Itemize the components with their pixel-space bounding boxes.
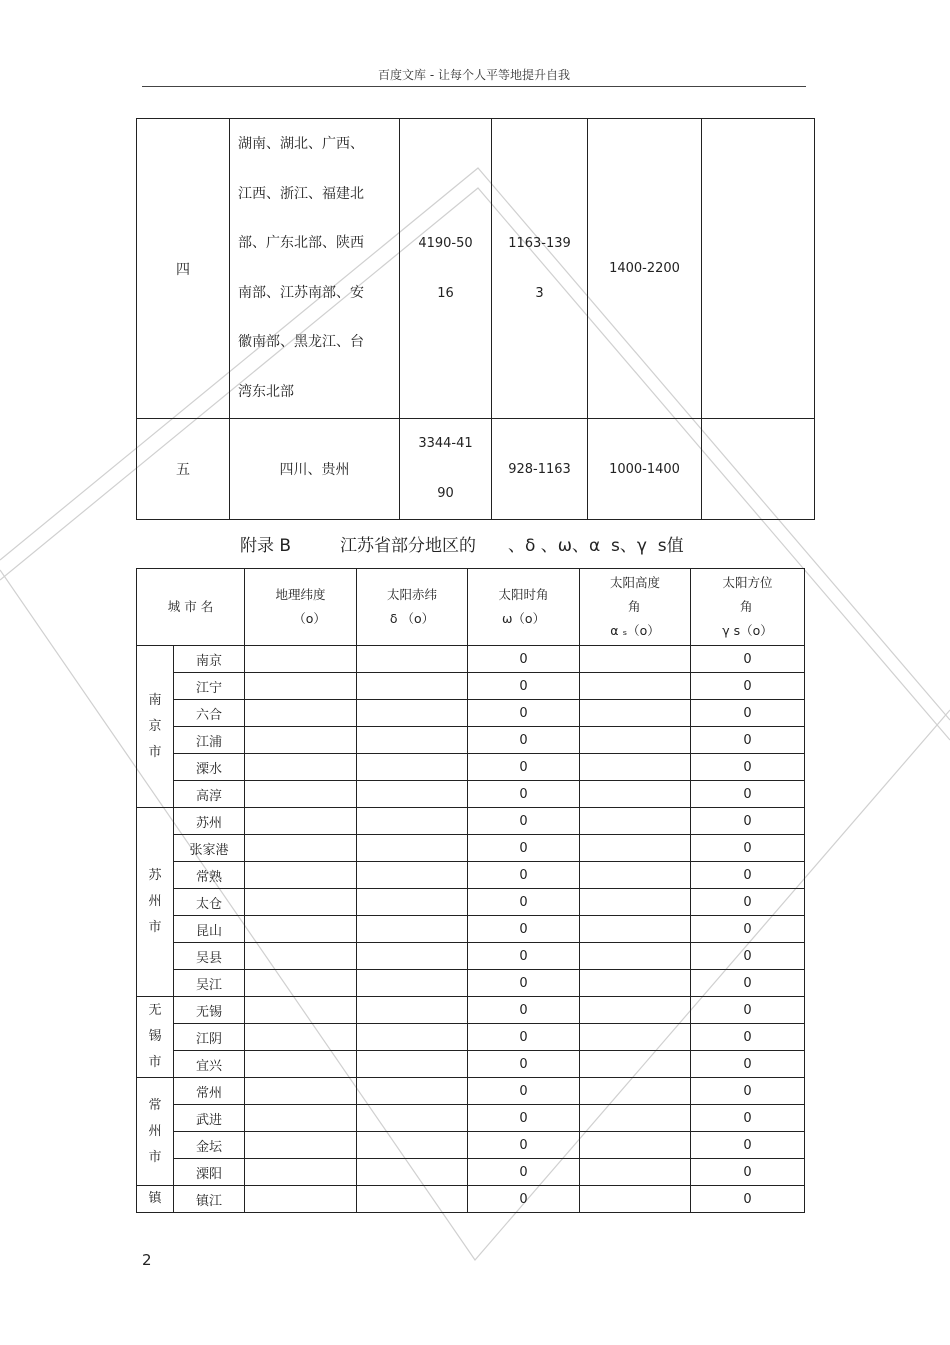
azimuth-cell: 0 (691, 970, 805, 997)
city-char: 州 (148, 1123, 162, 1139)
district-name: 高淳 (174, 781, 245, 808)
latitude-cell (245, 673, 357, 700)
declination-cell (357, 673, 468, 700)
value-cell: 3344-41 90 (400, 419, 492, 520)
latitude-cell (245, 808, 357, 835)
header-altitude: 太阳高度 角 α ₛ（o） (580, 569, 691, 646)
city-char: 南 (148, 692, 162, 708)
district-name: 江阴 (174, 1024, 245, 1051)
altitude-cell (580, 727, 691, 754)
district-name: 六合 (174, 700, 245, 727)
azimuth-cell: 0 (691, 673, 805, 700)
hour-angle-cell: 0 (468, 754, 580, 781)
header-rule (142, 86, 806, 87)
azimuth-cell: 0 (691, 1105, 805, 1132)
altitude-cell (580, 835, 691, 862)
table-row (137, 970, 805, 997)
table-row (137, 646, 805, 673)
declination-cell (357, 916, 468, 943)
declination-cell (357, 1051, 468, 1078)
azimuth-cell: 0 (691, 889, 805, 916)
table-row (137, 997, 805, 1024)
hour-angle-cell: 0 (468, 835, 580, 862)
declination-cell (357, 1078, 468, 1105)
city-char: 市 (148, 744, 162, 760)
appendix-symbols: 、δ 、ω、α s、γ s值 (508, 536, 684, 556)
district-name: 无锡 (174, 997, 245, 1024)
header-city: 城 市 名 (137, 569, 245, 646)
regions-cell: 湖南、湖北、广西、 江西、浙江、福建北 部、广东北部、陕西 南部、江苏南部、安 徽南部、黑龙江、台 湾东北部 (230, 119, 400, 419)
latitude-cell (245, 754, 357, 781)
district-name: 苏州 (174, 808, 245, 835)
altitude-cell (580, 673, 691, 700)
declination-cell (357, 754, 468, 781)
district-name: 金坛 (174, 1132, 245, 1159)
declination-cell (357, 970, 468, 997)
district-name: 吴江 (174, 970, 245, 997)
empty-cell (702, 119, 815, 419)
declination-cell (357, 1024, 468, 1051)
hour-angle-cell: 0 (468, 970, 580, 997)
altitude-cell (580, 943, 691, 970)
district-name: 溧阳 (174, 1159, 245, 1186)
table-row (137, 1159, 805, 1186)
altitude-cell (580, 646, 691, 673)
azimuth-cell: 0 (691, 1024, 805, 1051)
value-cell: 1163-139 3 (492, 119, 588, 419)
city-group-cell (137, 1078, 174, 1186)
table-row (137, 1051, 805, 1078)
altitude-cell (580, 1159, 691, 1186)
city-char: 锡 (148, 1029, 162, 1044)
altitude-cell (580, 1078, 691, 1105)
altitude-cell (580, 1024, 691, 1051)
header-hour-angle: 太阳时角 ω（o） (468, 569, 580, 646)
latitude-cell (245, 1078, 357, 1105)
table-row (137, 808, 805, 835)
district-name: 武进 (174, 1105, 245, 1132)
district-name: 江宁 (174, 673, 245, 700)
latitude-cell (245, 943, 357, 970)
latitude-cell (245, 1105, 357, 1132)
latitude-cell (245, 835, 357, 862)
declination-cell (357, 700, 468, 727)
table-row (137, 781, 805, 808)
declination-cell (357, 889, 468, 916)
header-azimuth: 太阳方位 角 γ s（o） (691, 569, 805, 646)
table-row (137, 1105, 805, 1132)
value-cell: 4190-50 16 (400, 119, 492, 419)
city-char: 州 (148, 894, 162, 909)
hour-angle-cell: 0 (468, 781, 580, 808)
city-char: 镇 (148, 1191, 162, 1206)
azimuth-cell: 0 (691, 1051, 805, 1078)
city-char: 京 (148, 718, 162, 734)
hour-angle-cell: 0 (468, 1186, 580, 1213)
city-char: 常 (148, 1097, 162, 1113)
table-row (137, 1024, 805, 1051)
altitude-cell (580, 889, 691, 916)
latitude-cell (245, 916, 357, 943)
table-row (137, 1186, 805, 1213)
altitude-cell (580, 754, 691, 781)
latitude-cell (245, 1132, 357, 1159)
altitude-cell (580, 1132, 691, 1159)
latitude-cell (245, 1024, 357, 1051)
azimuth-cell: 0 (691, 700, 805, 727)
latitude-cell (245, 997, 357, 1024)
latitude-cell (245, 700, 357, 727)
city-group-cell (137, 1186, 174, 1213)
empty-cell (702, 419, 815, 520)
altitude-cell (580, 916, 691, 943)
page-header: 百度文库 - 让每个人平等地提升自我 (378, 68, 570, 82)
hour-angle-cell: 0 (468, 700, 580, 727)
altitude-cell (580, 1105, 691, 1132)
declination-cell (357, 808, 468, 835)
latitude-cell (245, 727, 357, 754)
altitude-cell (580, 862, 691, 889)
table-header-row (137, 569, 805, 646)
city-group-cell (137, 808, 174, 997)
latitude-cell (245, 646, 357, 673)
azimuth-cell: 0 (691, 943, 805, 970)
table-row (137, 754, 805, 781)
latitude-cell (245, 862, 357, 889)
appendix-label: 附录 B (240, 536, 292, 556)
appendix-subject: 江苏省部分地区的 (340, 536, 476, 556)
district-name: 太仓 (174, 889, 245, 916)
value-cell: 928-1163 (492, 419, 588, 520)
azimuth-cell: 0 (691, 997, 805, 1024)
table-row (137, 119, 815, 419)
table-row (137, 862, 805, 889)
regions-cell: 四川、贵州 (230, 419, 400, 520)
value-cell: 1400-2200 (588, 119, 702, 419)
azimuth-cell: 0 (691, 727, 805, 754)
city-group-cell (137, 646, 174, 808)
declination-cell (357, 646, 468, 673)
zone-cell: 五 (137, 419, 230, 520)
hour-angle-cell: 0 (468, 997, 580, 1024)
table-row (137, 916, 805, 943)
jiangsu-solar-angle-table (136, 568, 805, 1213)
declination-cell (357, 1186, 468, 1213)
city-char: 无 (148, 1003, 162, 1018)
district-name: 溧水 (174, 754, 245, 781)
altitude-cell (580, 997, 691, 1024)
table-row (137, 673, 805, 700)
table-row (137, 419, 815, 520)
hour-angle-cell: 0 (468, 673, 580, 700)
district-name: 昆山 (174, 916, 245, 943)
district-name: 吴县 (174, 943, 245, 970)
declination-cell (357, 1159, 468, 1186)
azimuth-cell: 0 (691, 835, 805, 862)
hour-angle-cell: 0 (468, 1078, 580, 1105)
azimuth-cell: 0 (691, 646, 805, 673)
latitude-cell (245, 1186, 357, 1213)
district-name: 镇江 (174, 1186, 245, 1213)
hour-angle-cell: 0 (468, 808, 580, 835)
hour-angle-cell: 0 (468, 1024, 580, 1051)
hour-angle-cell: 0 (468, 916, 580, 943)
declination-cell (357, 1132, 468, 1159)
zone-cell: 四 (137, 119, 230, 419)
azimuth-cell: 0 (691, 862, 805, 889)
azimuth-cell: 0 (691, 781, 805, 808)
altitude-cell (580, 700, 691, 727)
hour-angle-cell: 0 (468, 727, 580, 754)
declination-cell (357, 835, 468, 862)
district-name: 宜兴 (174, 1051, 245, 1078)
declination-cell (357, 727, 468, 754)
latitude-cell (245, 781, 357, 808)
city-char: 市 (148, 1055, 162, 1070)
table-row (137, 700, 805, 727)
hour-angle-cell: 0 (468, 1159, 580, 1186)
latitude-cell (245, 889, 357, 916)
city-char: 市 (148, 1149, 162, 1165)
hour-angle-cell: 0 (468, 889, 580, 916)
table-row (137, 835, 805, 862)
declination-cell (357, 943, 468, 970)
azimuth-cell: 0 (691, 1186, 805, 1213)
hour-angle-cell: 0 (468, 943, 580, 970)
table-row (137, 943, 805, 970)
hour-angle-cell: 0 (468, 1132, 580, 1159)
table-row (137, 1078, 805, 1105)
azimuth-cell: 0 (691, 1078, 805, 1105)
altitude-cell (580, 1186, 691, 1213)
altitude-cell (580, 781, 691, 808)
hour-angle-cell: 0 (468, 862, 580, 889)
solar-zone-table (136, 118, 815, 520)
altitude-cell (580, 1051, 691, 1078)
declination-cell (357, 781, 468, 808)
district-name: 张家港 (174, 835, 245, 862)
table-row (137, 889, 805, 916)
table-row (137, 727, 805, 754)
table-row (137, 1132, 805, 1159)
district-name: 南京 (174, 646, 245, 673)
city-char: 苏 (148, 868, 162, 883)
declination-cell (357, 997, 468, 1024)
azimuth-cell: 0 (691, 754, 805, 781)
azimuth-cell: 0 (691, 916, 805, 943)
hour-angle-cell: 0 (468, 1051, 580, 1078)
altitude-cell (580, 808, 691, 835)
declination-cell (357, 862, 468, 889)
hour-angle-cell: 0 (468, 646, 580, 673)
azimuth-cell: 0 (691, 1159, 805, 1186)
city-char: 市 (148, 920, 162, 935)
value-cell: 1000-1400 (588, 419, 702, 520)
page-number: 2 (142, 1251, 152, 1269)
declination-cell (357, 1105, 468, 1132)
header-declination: 太阳赤纬 δ （o） (357, 569, 468, 646)
appendix-title (136, 528, 814, 558)
latitude-cell (245, 970, 357, 997)
header-latitude: 地理纬度 （o） (245, 569, 357, 646)
latitude-cell (245, 1159, 357, 1186)
hour-angle-cell: 0 (468, 1105, 580, 1132)
district-name: 江浦 (174, 727, 245, 754)
azimuth-cell: 0 (691, 1132, 805, 1159)
city-group-cell (137, 997, 174, 1078)
azimuth-cell: 0 (691, 808, 805, 835)
altitude-cell (580, 970, 691, 997)
district-name: 常熟 (174, 862, 245, 889)
latitude-cell (245, 1051, 357, 1078)
district-name: 常州 (174, 1078, 245, 1105)
